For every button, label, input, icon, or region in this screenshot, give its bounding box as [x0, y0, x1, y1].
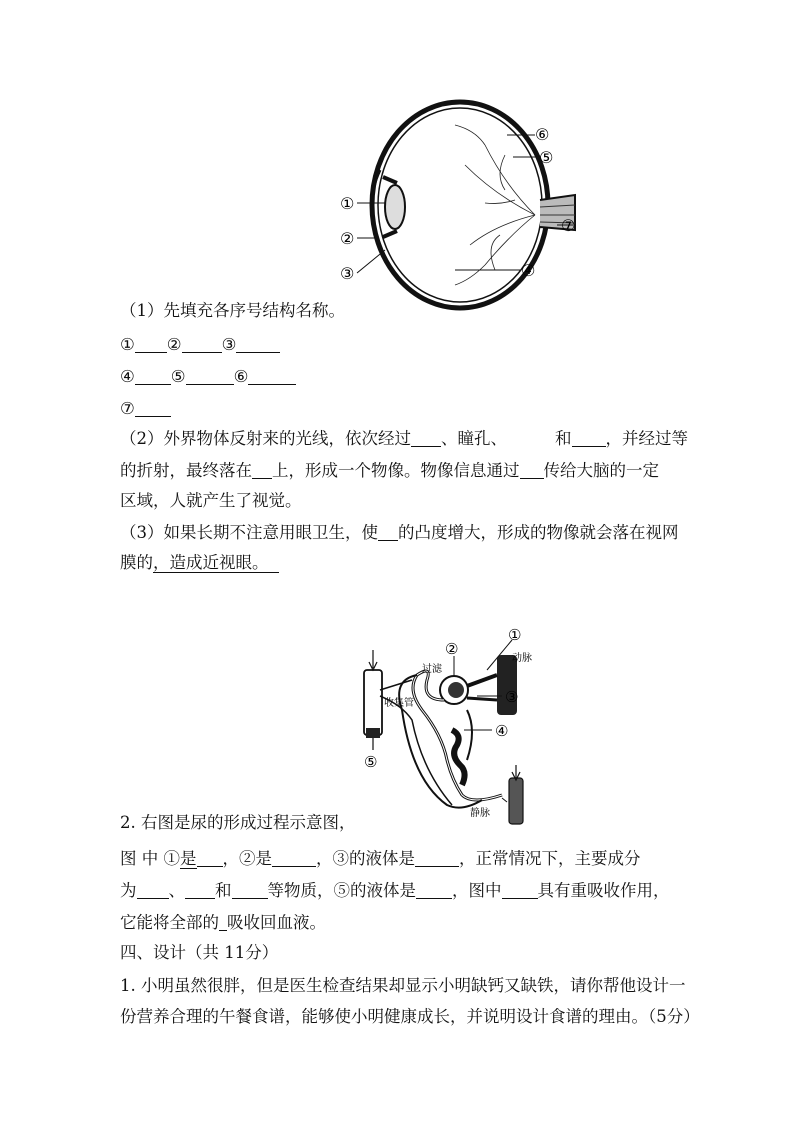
blank[interactable] — [219, 912, 227, 931]
section4-heading: 四、设计（共 11分） — [120, 943, 279, 962]
blank[interactable] — [411, 428, 441, 447]
blank[interactable] — [416, 880, 452, 899]
blank[interactable] — [236, 334, 280, 353]
q2-line1: 图 中 ①是 ，②是 ，③的液体是 ，正常情况下，主要成分 — [120, 849, 641, 868]
q2-line3: 它能将全部的 吸收回血液。 — [120, 913, 326, 932]
q1-row2: ④ ⑤ ⑥ — [120, 366, 296, 388]
q1-part3-line1: （3）如果长期不注意用眼卫生，使 的凸度增大，形成的物像就会落在视网 — [120, 523, 679, 542]
blank[interactable] — [378, 522, 398, 541]
eye-callout-3: ③ — [340, 264, 355, 283]
blank[interactable] — [520, 460, 544, 479]
q1-row3: ⑦ — [120, 398, 171, 420]
q1-part3-line2: 膜的，造成近视眼。 — [120, 552, 279, 574]
eye-callout-6: ⑥ — [535, 125, 550, 144]
blank[interactable] — [197, 848, 223, 867]
nephron-callout-1: ① — [508, 626, 522, 644]
blank[interactable] — [135, 366, 171, 385]
q1-part1: （1）先填充各序号结构名称。 — [120, 301, 345, 320]
q1-part2-line1: （2）外界物体反射来的光线，依次经过 、瞳孔、 和 ，并经过等 — [120, 429, 688, 448]
eye-callout-2: ② — [340, 229, 355, 248]
q2-title: 2. 右图是尿的形成过程示意图， — [120, 813, 356, 832]
blank[interactable] — [415, 848, 459, 867]
blank[interactable] — [272, 848, 316, 867]
nephron-callout-2: ② — [445, 640, 459, 658]
eye-callout-5: ⑤ — [539, 148, 554, 167]
eye-diagram — [335, 95, 585, 315]
label-vein: 静脉 — [470, 808, 490, 819]
q2-line2: 为 、 和 等物质，⑤的液体是 ，图中 具有重吸收作用， — [120, 881, 670, 900]
nephron-diagram — [352, 620, 552, 830]
section4-q1-line1: 1. 小明虽然很胖，但是医生检查结果却显示小明缺钙又缺铁，请你帮他设计一 — [120, 976, 686, 995]
blank[interactable] — [248, 366, 296, 385]
nephron-callout-3: ③ — [505, 688, 519, 706]
blank[interactable] — [252, 460, 272, 479]
blank[interactable] — [137, 880, 169, 899]
q1-part2-line3: 区域，人就产生了视觉。 — [120, 491, 302, 510]
blank[interactable] — [185, 880, 215, 899]
blank[interactable] — [502, 880, 538, 899]
label-artery: 动脉 — [512, 653, 532, 664]
blank[interactable] — [182, 334, 222, 353]
label-filter: 过滤 — [422, 664, 442, 675]
eye-callout-1: ① — [340, 194, 355, 213]
eye-callout-7: ⑦ — [561, 216, 576, 235]
label-collecting-duct: 收集管 — [384, 698, 414, 709]
q1-row1: ① ② ③ — [120, 334, 280, 356]
section4-q1-line2: 份营养合理的午餐食谱，能够使小明健康成长，并说明设计食谱的理由。（5分） — [120, 1007, 700, 1026]
nephron-callout-5: ⑤ — [364, 753, 378, 771]
blank[interactable] — [186, 366, 234, 385]
blank[interactable] — [135, 334, 167, 353]
q1-part2-line2: 的折射，最终落在 上，形成一个物像。物像信息通过 传给大脑的一定 — [120, 461, 659, 480]
nephron-callout-4: ④ — [495, 722, 509, 740]
blank[interactable] — [232, 880, 268, 899]
blank[interactable] — [135, 398, 171, 417]
blank[interactable] — [572, 428, 606, 447]
eye-callout-4: ④ — [521, 261, 536, 280]
